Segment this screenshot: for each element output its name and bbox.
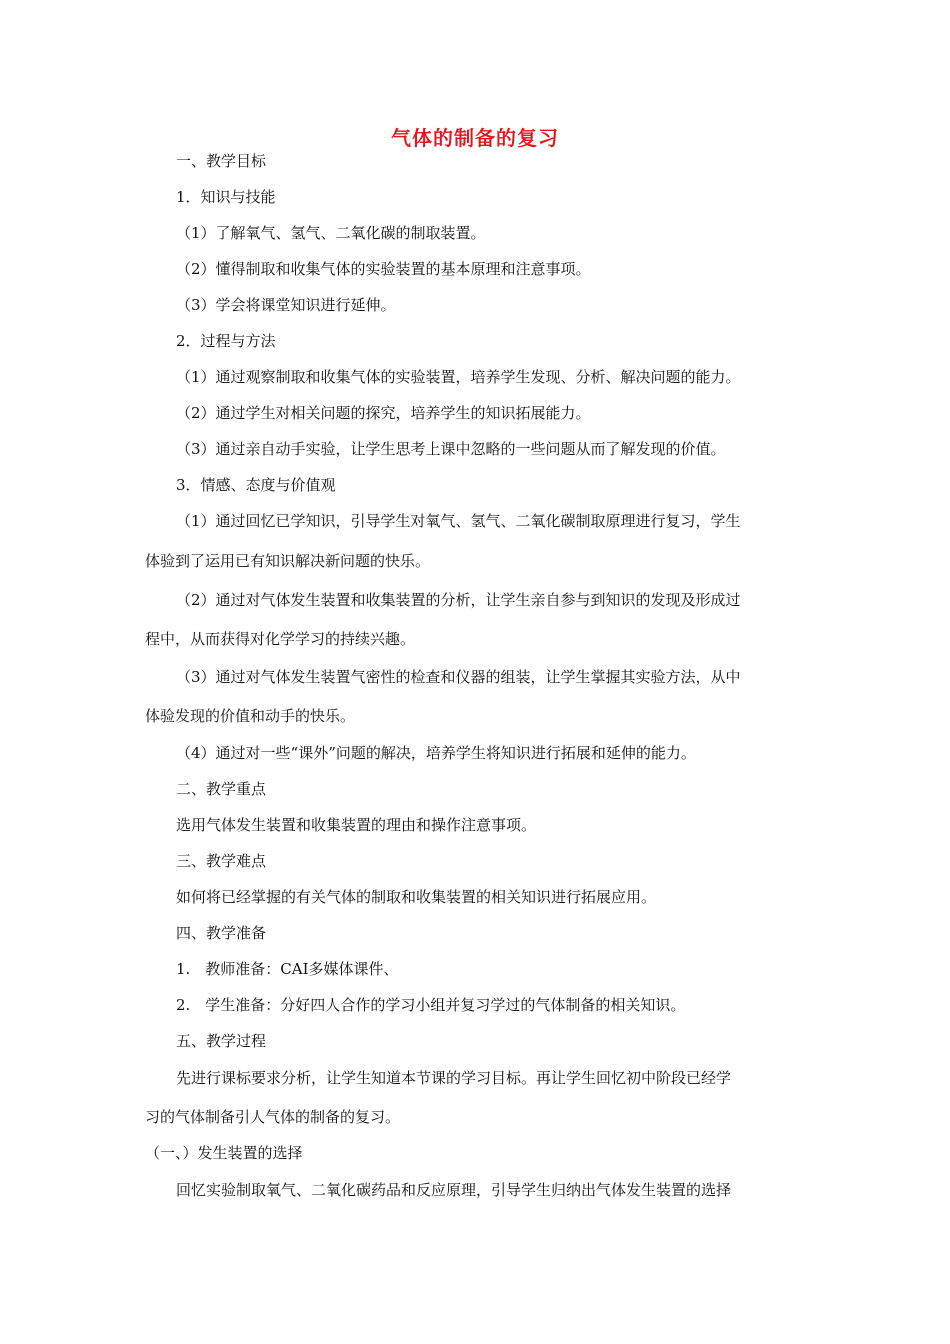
paragraph-line: 体验发现的价值和动手的快乐。 bbox=[145, 707, 356, 725]
paragraph-line: （1）通过观察制取和收集气体的实验装置，培养学生发现、分析、解决问题的能力。 bbox=[176, 368, 741, 386]
paragraph-line: （2）懂得制取和收集气体的实验装置的基本原理和注意事项。 bbox=[176, 260, 591, 278]
subheading-process-methods: 2．过程与方法 bbox=[176, 332, 276, 350]
paragraph-line: （1）了解氧气、氢气、二氧化碳的制取装置。 bbox=[176, 224, 486, 242]
paragraph-line: 选用气体发生装置和收集装置的理由和操作注意事项。 bbox=[176, 816, 537, 834]
paragraph-line: （3）通过亲自动手实验，让学生思考上课中忽略的一些问题从而了解发现的价值。 bbox=[176, 440, 726, 458]
heading-key-points: 二、教学重点 bbox=[176, 780, 267, 798]
paragraph-line: （2）通过学生对相关问题的探究，培养学生的知识拓展能力。 bbox=[176, 404, 591, 422]
heading-objectives: 一、教学目标 bbox=[176, 152, 267, 170]
subheading-emotion-values: 3．情感、态度与价值观 bbox=[176, 476, 336, 494]
list-item: 1. 教师准备：CAI多媒体课件、 bbox=[176, 960, 399, 978]
document-title: 气体的制备的复习 bbox=[391, 126, 559, 150]
paragraph-line: 体验到了运用已有知识解决新问题的快乐。 bbox=[145, 552, 431, 570]
paragraph-line: （1）通过回忆已学知识，引导学生对氧气、氢气、二氧化碳制取原理进行复习，学生 bbox=[176, 512, 741, 530]
paragraph-line: （3）学会将课堂知识进行延伸。 bbox=[176, 296, 396, 314]
subheading-knowledge-skills: 1．知识与技能 bbox=[176, 188, 276, 206]
paragraph-line: 程中，从而获得对化学学习的持续兴趣。 bbox=[145, 630, 416, 648]
paragraph-line: （4）通过对一些“课外”问题的解决，培养学生将知识进行拓展和延伸的能力。 bbox=[176, 744, 696, 762]
subheading-generator-selection: （一、）发生装置的选择 bbox=[145, 1144, 303, 1162]
paragraph-line: 习的气体制备引人气体的制备的复习。 bbox=[145, 1108, 401, 1126]
heading-teaching-process: 五、教学过程 bbox=[176, 1032, 267, 1050]
paragraph-line: 如何将已经掌握的有关气体的制取和收集装置的相关知识进行拓展应用。 bbox=[176, 888, 657, 906]
paragraph-line: 先进行课标要求分析，让学生知道本节课的学习目标。再让学生回忆初中阶段已经学 bbox=[176, 1069, 732, 1087]
heading-preparation: 四、教学准备 bbox=[176, 924, 267, 942]
paragraph-line: （3）通过对气体发生装置气密性的检查和仪器的组装，让学生掌握其实验方法，从中 bbox=[176, 668, 741, 686]
heading-difficulties: 三、教学难点 bbox=[176, 852, 267, 870]
paragraph-line: 回忆实验制取氧气、二氧化碳药品和反应原理，引导学生归纳出气体发生装置的选择 bbox=[176, 1181, 732, 1199]
paragraph-line: （2）通过对气体发生装置和收集装置的分析，让学生亲自参与到知识的发现及形成过 bbox=[176, 591, 741, 609]
list-item: 2. 学生准备：分好四人合作的学习小组并复习学过的气体制备的相关知识。 bbox=[176, 996, 686, 1014]
